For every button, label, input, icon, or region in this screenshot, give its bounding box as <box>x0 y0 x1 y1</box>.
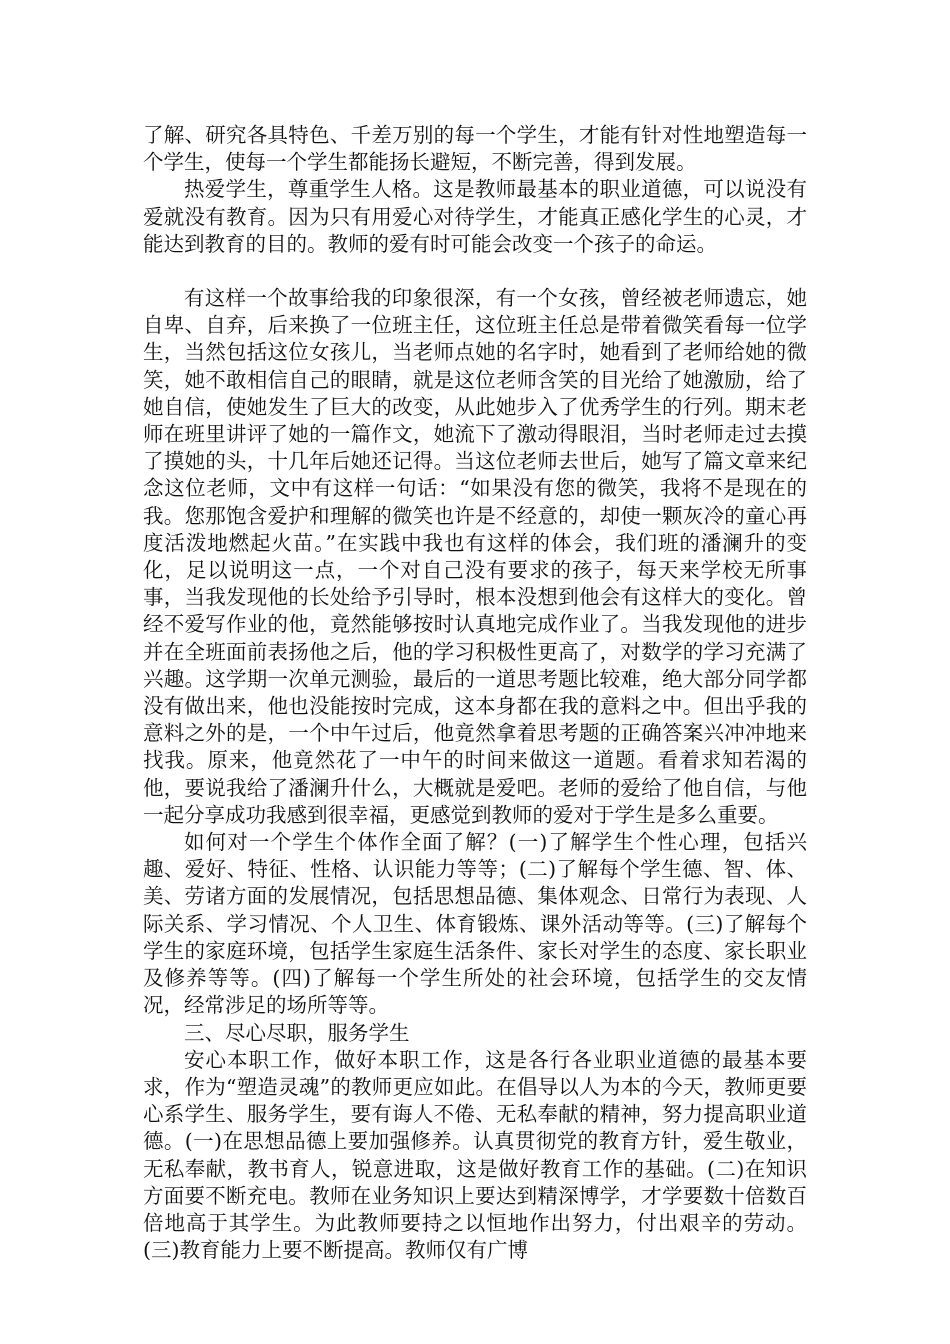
paragraph-understanding: 如何对一个学生个体作全面了解？(一)了解学生个性心理，包括兴趣、爱好、特征、性格、认识能力等等；(二)了解每个学生德、智、体、美、劳诸方面的发展情况，包括思想品德、集体观念、日常行为表现、人际关系、学习情况、个人卫生、体育锻炼、课外活动等等。(三)了解每个学生的家庭环境，包括学生家庭生活条件、家长对学生的态度、家长职业及修养等等。(四)了解每一个学生所处的社会环境，包括学生的交友情况，经常涉足的场所等等。 <box>143 830 807 1018</box>
paragraph-story: 有这样一个故事给我的印象很深，有一个女孩，曾经被老师遗忘，她自卑、自弃，后来换了一位班主任，这位班主任总是带着微笑看每一位学生，当然包括这位女孩儿，当老师点她的名字时，她看到了老师给她的微笑，她不敢相信自己的眼睛，就是这位老师含笑的目光给了她激励，给了她自信，使她发生了巨大的改变，从此她步入了优秀学生的行列。期末老师在班里讲评了她的一篇作文，她流下了激动得眼泪，当时老师走过去摸了摸她的头，十几年后她还记得。当这位老师去世后，她写了篇文章来纪念这位老师，文中有这样一句话：“如果没有您的微笑，我将不是现在的我。您那饱含爱护和理解的微笑也许是不经意的，却使一颗灰冷的童心再度活泼地燃起火苗。”在实践中我也有这样的体会，我们班的潘澜升的变化，足以说明这一点，一个对自己没有要求的孩子，每天来学校无所事事，当我发现他的长处给予引导时，根本没想到他会有这样大的变化。曾经不爱写作业的他，竟然能够按时认真地完成作业了。当我发现他的进步并在全班面前表扬他之后，他的学习积极性更高了，对数学的学习充满了兴趣。这学期一次单元测验，最后的一道思考题比较难，绝大部分同学都没有做出来，他也没能按时完成，这本身都在我的意料之中。但出乎我的意料之外的是，一个中午过后，他竟然拿着思考题的正确答案兴冲冲地来找我。原来，他竟然花了一中午的时间来做这一道题。看着求知若渴的他，要说我给了潘澜升什么，大概就是爱吧。老师的爱给了他自信，与他一起分享成功我感到很幸福，更感觉到教师的爱对于学生是多么重要。 <box>143 286 807 827</box>
paragraph-love-students: 热爱学生，尊重学生人格。这是教师最基本的职业道德，可以说没有爱就没有教育。因为只有用爱心对待学生，才能真正感化学生的心灵，才能达到教育的目的。教师的爱有时可能会改变一个孩子的命运。 <box>143 177 807 256</box>
paragraph-gap <box>143 258 807 285</box>
paragraph-continuation: 了解、研究各具特色、千差万别的每一个学生，才能有针对性地塑造每一个学生，使每一个学生都能扬长避短，不断完善，得到发展。 <box>143 123 807 175</box>
document-page <box>143 122 807 1264</box>
section-heading: 三、尽心尽职，服务学生 <box>184 1020 410 1045</box>
paragraph-dedication: 安心本职工作，做好本职工作，这是各行各业职业道德的最基本要求，作为“塑造灵魂”的教师更应如此。在倡导以人为本的今天，教师更要心系学生、服务学生，要有诲人不倦、无私奉献的精神，努力提高职业道德。(一)在思想品德上要加强修养。认真贯彻党的教育方针，爱生敬业，无私奉献，教书育人，锐意进取，这是做好教育工作的基础。(二)在知识方面要不断充电。教师在业务知识上要达到精深博学，才学要数十倍数百倍地高于其学生。为此教师要持之以恒地作出努力，付出艰辛的劳动。(三)教育能力上要不断提高。教师仅有广博 <box>143 1047 807 1263</box>
